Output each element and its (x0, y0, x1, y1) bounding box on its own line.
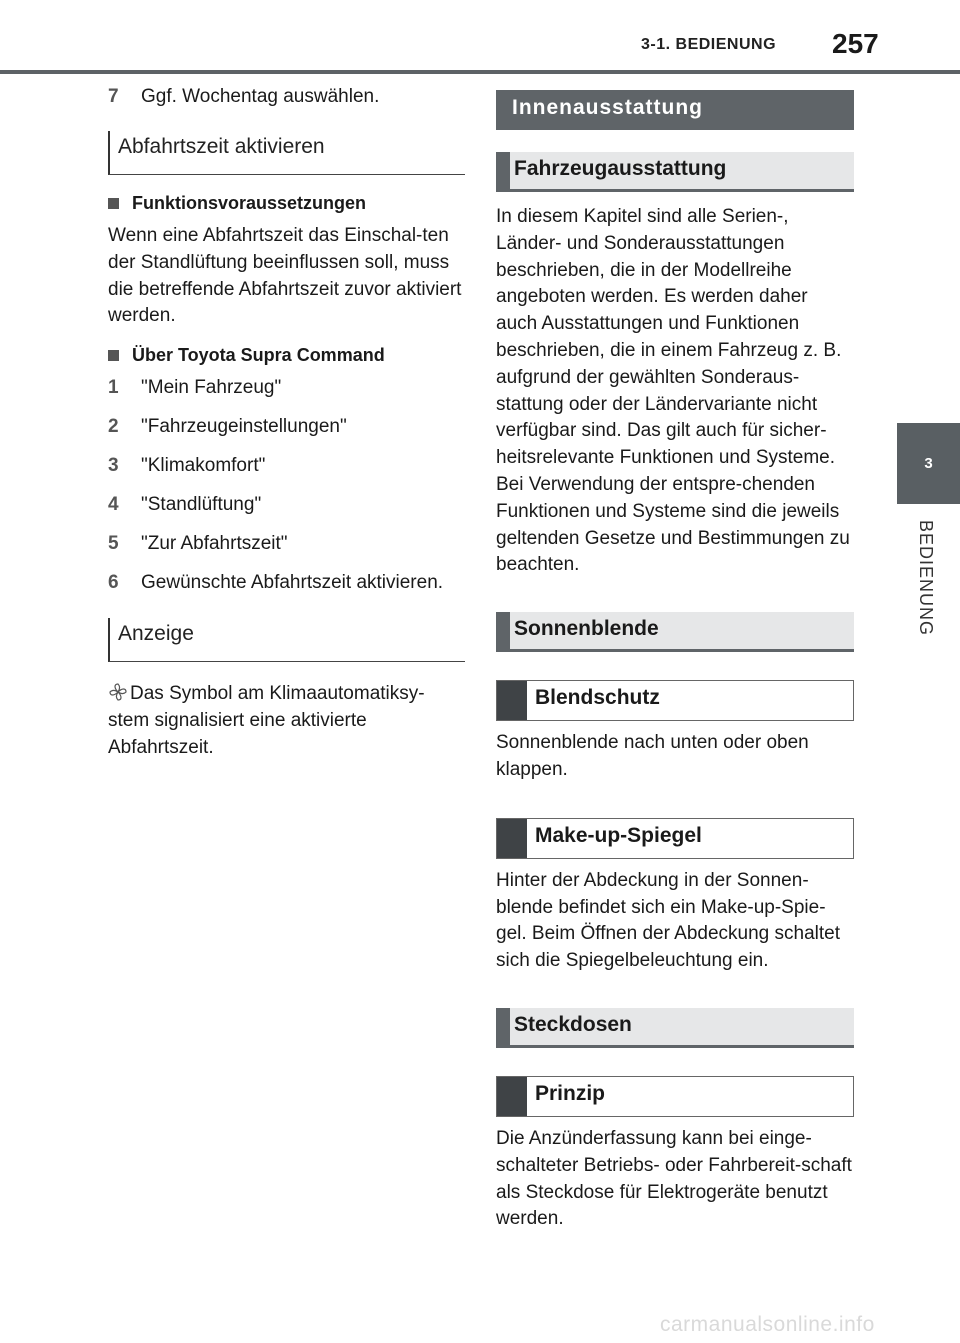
step-3 (108, 453, 465, 479)
minor-heading-blendschutz (496, 680, 854, 721)
fan-icon (108, 682, 128, 702)
step-text: Gewünschte Abfahrtszeit aktivieren. (141, 572, 444, 594)
chapter-number: 3 (924, 455, 933, 472)
chapter-label: BEDIENUNG (916, 520, 936, 637)
step-6 (108, 570, 465, 596)
paragraph-prinzip: Die Anzünderfassung kann bei einge-schalteter Betriebs- oder Fahrbereit-schaft als Steckdose für Elektrogeräte benutzt werden. (496, 1127, 852, 1230)
step-number: 3 (108, 455, 119, 477)
chapter-tab[interactable] (897, 423, 960, 504)
step-number: 2 (108, 416, 119, 438)
paragraph-anzeige-text: Das Symbol am Klimaautomatiksy-stem signalisiert eine aktivierte Abfahrtszeit. (108, 683, 425, 758)
watermark-text: carmanualsonline.info (660, 1313, 875, 1336)
bullet-heading (108, 193, 465, 214)
minor-heading-label: Make-up-Spiegel (535, 823, 702, 847)
main-heading-innenausstattung: Innenausstattung (496, 90, 854, 130)
heading-abfahrtszeit-aktivieren: Abfahrtszeit aktivieren (108, 131, 465, 175)
heading-block (497, 819, 527, 858)
paragraph-blendschutz: Sonnenblende nach unten oder oben klappen. (496, 732, 809, 780)
step-number: 4 (108, 494, 119, 516)
right-column (496, 90, 854, 1233)
paragraph-make-up-spiegel: Hinter der Abdeckung in der Sonnen-blende befindet sich ein Make-up-Spie-gel. Beim Öffnen der Abdeckung schaltet sich die Spiegelbeleuchtung ein. (496, 869, 840, 972)
heading-block (497, 681, 527, 720)
section-title: 3-1. BEDIENUNG (641, 36, 777, 53)
step-text: "Fahrzeugeinstellungen" (141, 416, 347, 438)
step-text: Ggf. Wochentag auswählen. (141, 86, 380, 107)
bullet-square-icon (108, 198, 119, 209)
subheading-fahrzeugausstattung: Fahrzeugausstattung (496, 152, 854, 192)
heading-anzeige: Anzeige (108, 618, 465, 662)
page-number: 257 (832, 28, 879, 59)
bullet-heading-text: Funktionsvoraussetzungen (132, 193, 367, 213)
paragraph-anzeige (108, 681, 465, 761)
bullet-heading-text: Über Toyota Supra Command (132, 345, 385, 366)
step-5 (108, 531, 465, 557)
step-1 (108, 375, 465, 401)
step-text: "Mein Fahrzeug" (141, 377, 282, 399)
subheading-steckdosen: Steckdosen (496, 1008, 854, 1048)
step-number: 6 (108, 572, 119, 594)
step-text: "Klimakomfort" (141, 455, 266, 477)
step-number: 5 (108, 533, 119, 555)
step-4 (108, 492, 465, 518)
step-number: 1 (108, 377, 119, 399)
heading-block (497, 1077, 527, 1116)
header-divider (0, 70, 960, 74)
step-7 (108, 84, 465, 110)
bullet-heading (108, 345, 465, 366)
step-2 (108, 414, 465, 440)
step-text: "Zur Abfahrtszeit" (141, 533, 288, 555)
minor-heading-label: Blendschutz (535, 686, 660, 710)
bullet-square-icon (108, 350, 119, 361)
left-column (108, 84, 465, 762)
step-text: "Standlüftung" (141, 494, 262, 516)
paragraph-funktionsvoraussetzungen: Wenn eine Abfahrtszeit das Einschal-ten der Standlüftung beeinflussen soll, muss die betreffende Abfahrtszeit zuvor aktiviert werden. (108, 225, 462, 327)
paragraph-fahrzeugausstattung: In diesem Kapitel sind alle Serien-, Länder- und Sonderausstattungen beschrieben, die in der Modellreihe angeboten werden. Es werden daher auch Ausstattungen und Funktionen beschrieben, die in einem Fahrzeug z. B. aufgrund der gewählten Sonderaus-stattung oder der Ländervariante nicht verfügbar sind. Das gilt auch für sicher-heitsrelevante Funktionen und Systeme. Bei Verwendung der entspre-chenden Funktionen und Systeme sind die jeweils geltenden Gesetze und Bestimmungen zu beachten. (496, 206, 850, 576)
subheading-sonnenblende: Sonnenblende (496, 612, 854, 652)
minor-heading-label: Prinzip (535, 1081, 606, 1105)
step-number: 7 (108, 86, 119, 107)
minor-heading-prinzip (496, 1076, 854, 1117)
minor-heading-make-up-spiegel (496, 818, 854, 859)
